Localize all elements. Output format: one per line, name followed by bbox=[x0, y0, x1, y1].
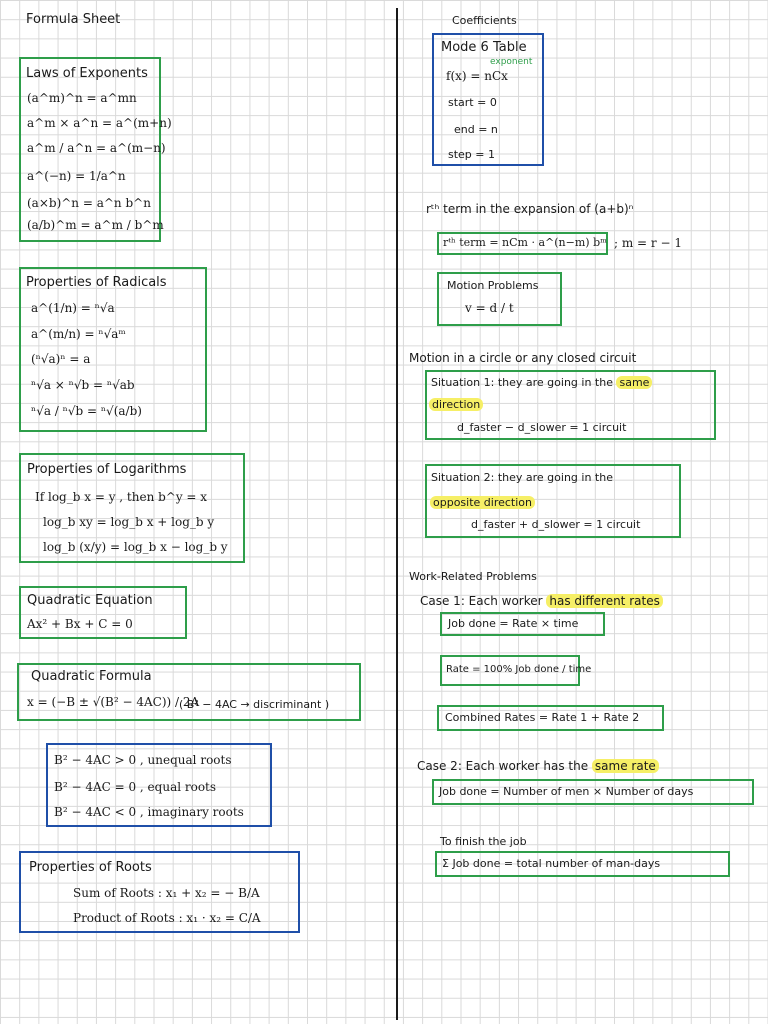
log-rule-1: If log_b x = y , then b^y = x bbox=[35, 490, 208, 504]
quadratic-equation-box bbox=[19, 586, 187, 639]
laws-of-exponents-box bbox=[19, 57, 172, 242]
exp-law-3: a^m / a^n = a^(m−n) bbox=[27, 141, 166, 155]
situation1-highlight-direction: direction bbox=[429, 398, 483, 411]
situation1-text bbox=[431, 377, 652, 390]
exp-law-6: (a/b)^m = a^m / b^m bbox=[27, 218, 164, 232]
mode6-start: start = 0 bbox=[448, 96, 497, 109]
motion-formula: v = d / t bbox=[465, 301, 514, 315]
rth-term-formula: rᵗʰ term = nCm · a^(n−m) bᵐ bbox=[443, 236, 607, 249]
logarithms-box bbox=[19, 453, 245, 563]
work-heading: Work-Related Problems bbox=[409, 570, 537, 583]
exp-law-4: a^(−n) = 1/a^n bbox=[27, 169, 126, 183]
radicals-box bbox=[19, 267, 207, 432]
finish-job-box bbox=[435, 851, 730, 877]
mode6-end: end = n bbox=[454, 123, 498, 136]
discriminant-negative: B² − 4AC < 0 , imaginary roots bbox=[54, 805, 244, 819]
case2-highlight: same rate bbox=[592, 759, 659, 773]
rth-term-heading: rᵗʰ term in the expansion of (a+b)ⁿ bbox=[426, 202, 634, 216]
coefficients-title: Coefficients bbox=[452, 14, 517, 27]
exp-law-5: (a×b)^n = a^n b^n bbox=[27, 196, 151, 210]
log-rule-2: log_b xy = log_b x + log_b y bbox=[43, 515, 215, 529]
log-rule-3: log_b (x/y) = log_b x − log_b y bbox=[43, 540, 228, 554]
quadratic-formula-title: Quadratic Formula bbox=[31, 669, 152, 684]
rth-term-box bbox=[437, 232, 608, 255]
job-done-men-days-formula: Job done = Number of men × Number of days bbox=[439, 785, 694, 798]
motion-problems-box bbox=[437, 272, 562, 326]
situation2-formula: d_faster + d_slower = 1 circuit bbox=[471, 518, 641, 531]
quadratic-formula-box bbox=[17, 663, 361, 721]
discriminant-zero: B² − 4AC = 0 , equal roots bbox=[54, 780, 217, 794]
radical-rule-3: (ⁿ√a)ⁿ = a bbox=[31, 352, 91, 366]
situation1-highlight-same: same bbox=[616, 376, 652, 389]
circle-motion-heading: Motion in a circle or any closed circuit bbox=[409, 351, 637, 365]
case1-line bbox=[420, 595, 663, 609]
finish-job-heading: To finish the job bbox=[440, 835, 527, 848]
radical-rule-2: a^(m/n) = ⁿ√aᵐ bbox=[31, 327, 126, 341]
roots-title: Properties of Roots bbox=[29, 860, 152, 875]
radicals-title: Properties of Radicals bbox=[26, 275, 167, 290]
exponent-note: exponent bbox=[490, 57, 533, 67]
page-title: Formula Sheet bbox=[26, 12, 121, 27]
situation2-highlight-opposite: opposite direction bbox=[430, 496, 535, 509]
radical-rule-4: ⁿ√a × ⁿ√b = ⁿ√ab bbox=[31, 378, 135, 392]
mode6-step: step = 1 bbox=[448, 148, 496, 161]
quadratic-equation-title: Quadratic Equation bbox=[27, 593, 153, 608]
motion-title: Motion Problems bbox=[447, 279, 539, 292]
discriminant-positive: B² − 4AC > 0 , unequal roots bbox=[54, 753, 232, 767]
case1-highlight: has different rates bbox=[546, 594, 662, 608]
combined-rates-formula: Combined Rates = Rate 1 + Rate 2 bbox=[445, 711, 640, 724]
laws-title: Laws of Exponents bbox=[26, 66, 148, 81]
radical-rule-5: ⁿ√a / ⁿ√b = ⁿ√(a/b) bbox=[31, 404, 142, 418]
job-done-formula: Job done = Rate × time bbox=[448, 617, 579, 630]
situation1-direction-line bbox=[429, 399, 483, 412]
mode6-function: f(x) = nCx bbox=[446, 69, 508, 83]
job-done-box bbox=[440, 612, 605, 636]
product-of-roots: Product of Roots : x₁ · x₂ = C/A bbox=[73, 911, 261, 925]
situation2-direction-line bbox=[430, 497, 535, 510]
roots-box bbox=[19, 851, 300, 933]
discriminant-box bbox=[46, 743, 272, 827]
exp-law-1: (a^m)^n = a^mn bbox=[27, 91, 137, 105]
situation2-box bbox=[425, 464, 681, 538]
case2-line bbox=[417, 760, 659, 774]
situation1-label: Situation 1: they are going in the bbox=[431, 376, 613, 389]
logarithms-title: Properties of Logarithms bbox=[27, 462, 187, 477]
rate-box bbox=[440, 655, 592, 686]
page-divider bbox=[396, 8, 398, 1020]
quadratic-formula: x = (−B ± √(B² − 4AC)) / 2A bbox=[27, 695, 200, 709]
radical-rule-1: a^(1/n) = ⁿ√a bbox=[31, 301, 115, 315]
mode6-table-box bbox=[432, 33, 544, 166]
rate-formula: Rate = 100% Job done / time bbox=[446, 664, 592, 675]
case2-label: Case 2: Each worker has the bbox=[417, 759, 589, 773]
finish-job-formula: Σ Job done = total number of man-days bbox=[442, 857, 661, 870]
quadratic-equation: Ax² + Bx + C = 0 bbox=[27, 617, 133, 631]
mode6-title: Mode 6 Table bbox=[441, 40, 527, 55]
situation1-formula: d_faster − d_slower = 1 circuit bbox=[457, 421, 627, 434]
sum-of-roots: Sum of Roots : x₁ + x₂ = − B/A bbox=[73, 886, 260, 900]
job-done-men-days-box bbox=[432, 779, 754, 805]
situation1-box bbox=[425, 370, 716, 440]
case1-label: Case 1: Each worker bbox=[420, 594, 543, 608]
discriminant-note: ( B² − 4AC → discriminant ) bbox=[179, 698, 330, 711]
rth-term-condition: ; m = r − 1 bbox=[614, 236, 682, 250]
combined-rates-box bbox=[437, 705, 664, 731]
exp-law-2: a^m × a^n = a^(m+n) bbox=[27, 116, 172, 130]
situation2-text: Situation 2: they are going in the bbox=[431, 471, 613, 484]
